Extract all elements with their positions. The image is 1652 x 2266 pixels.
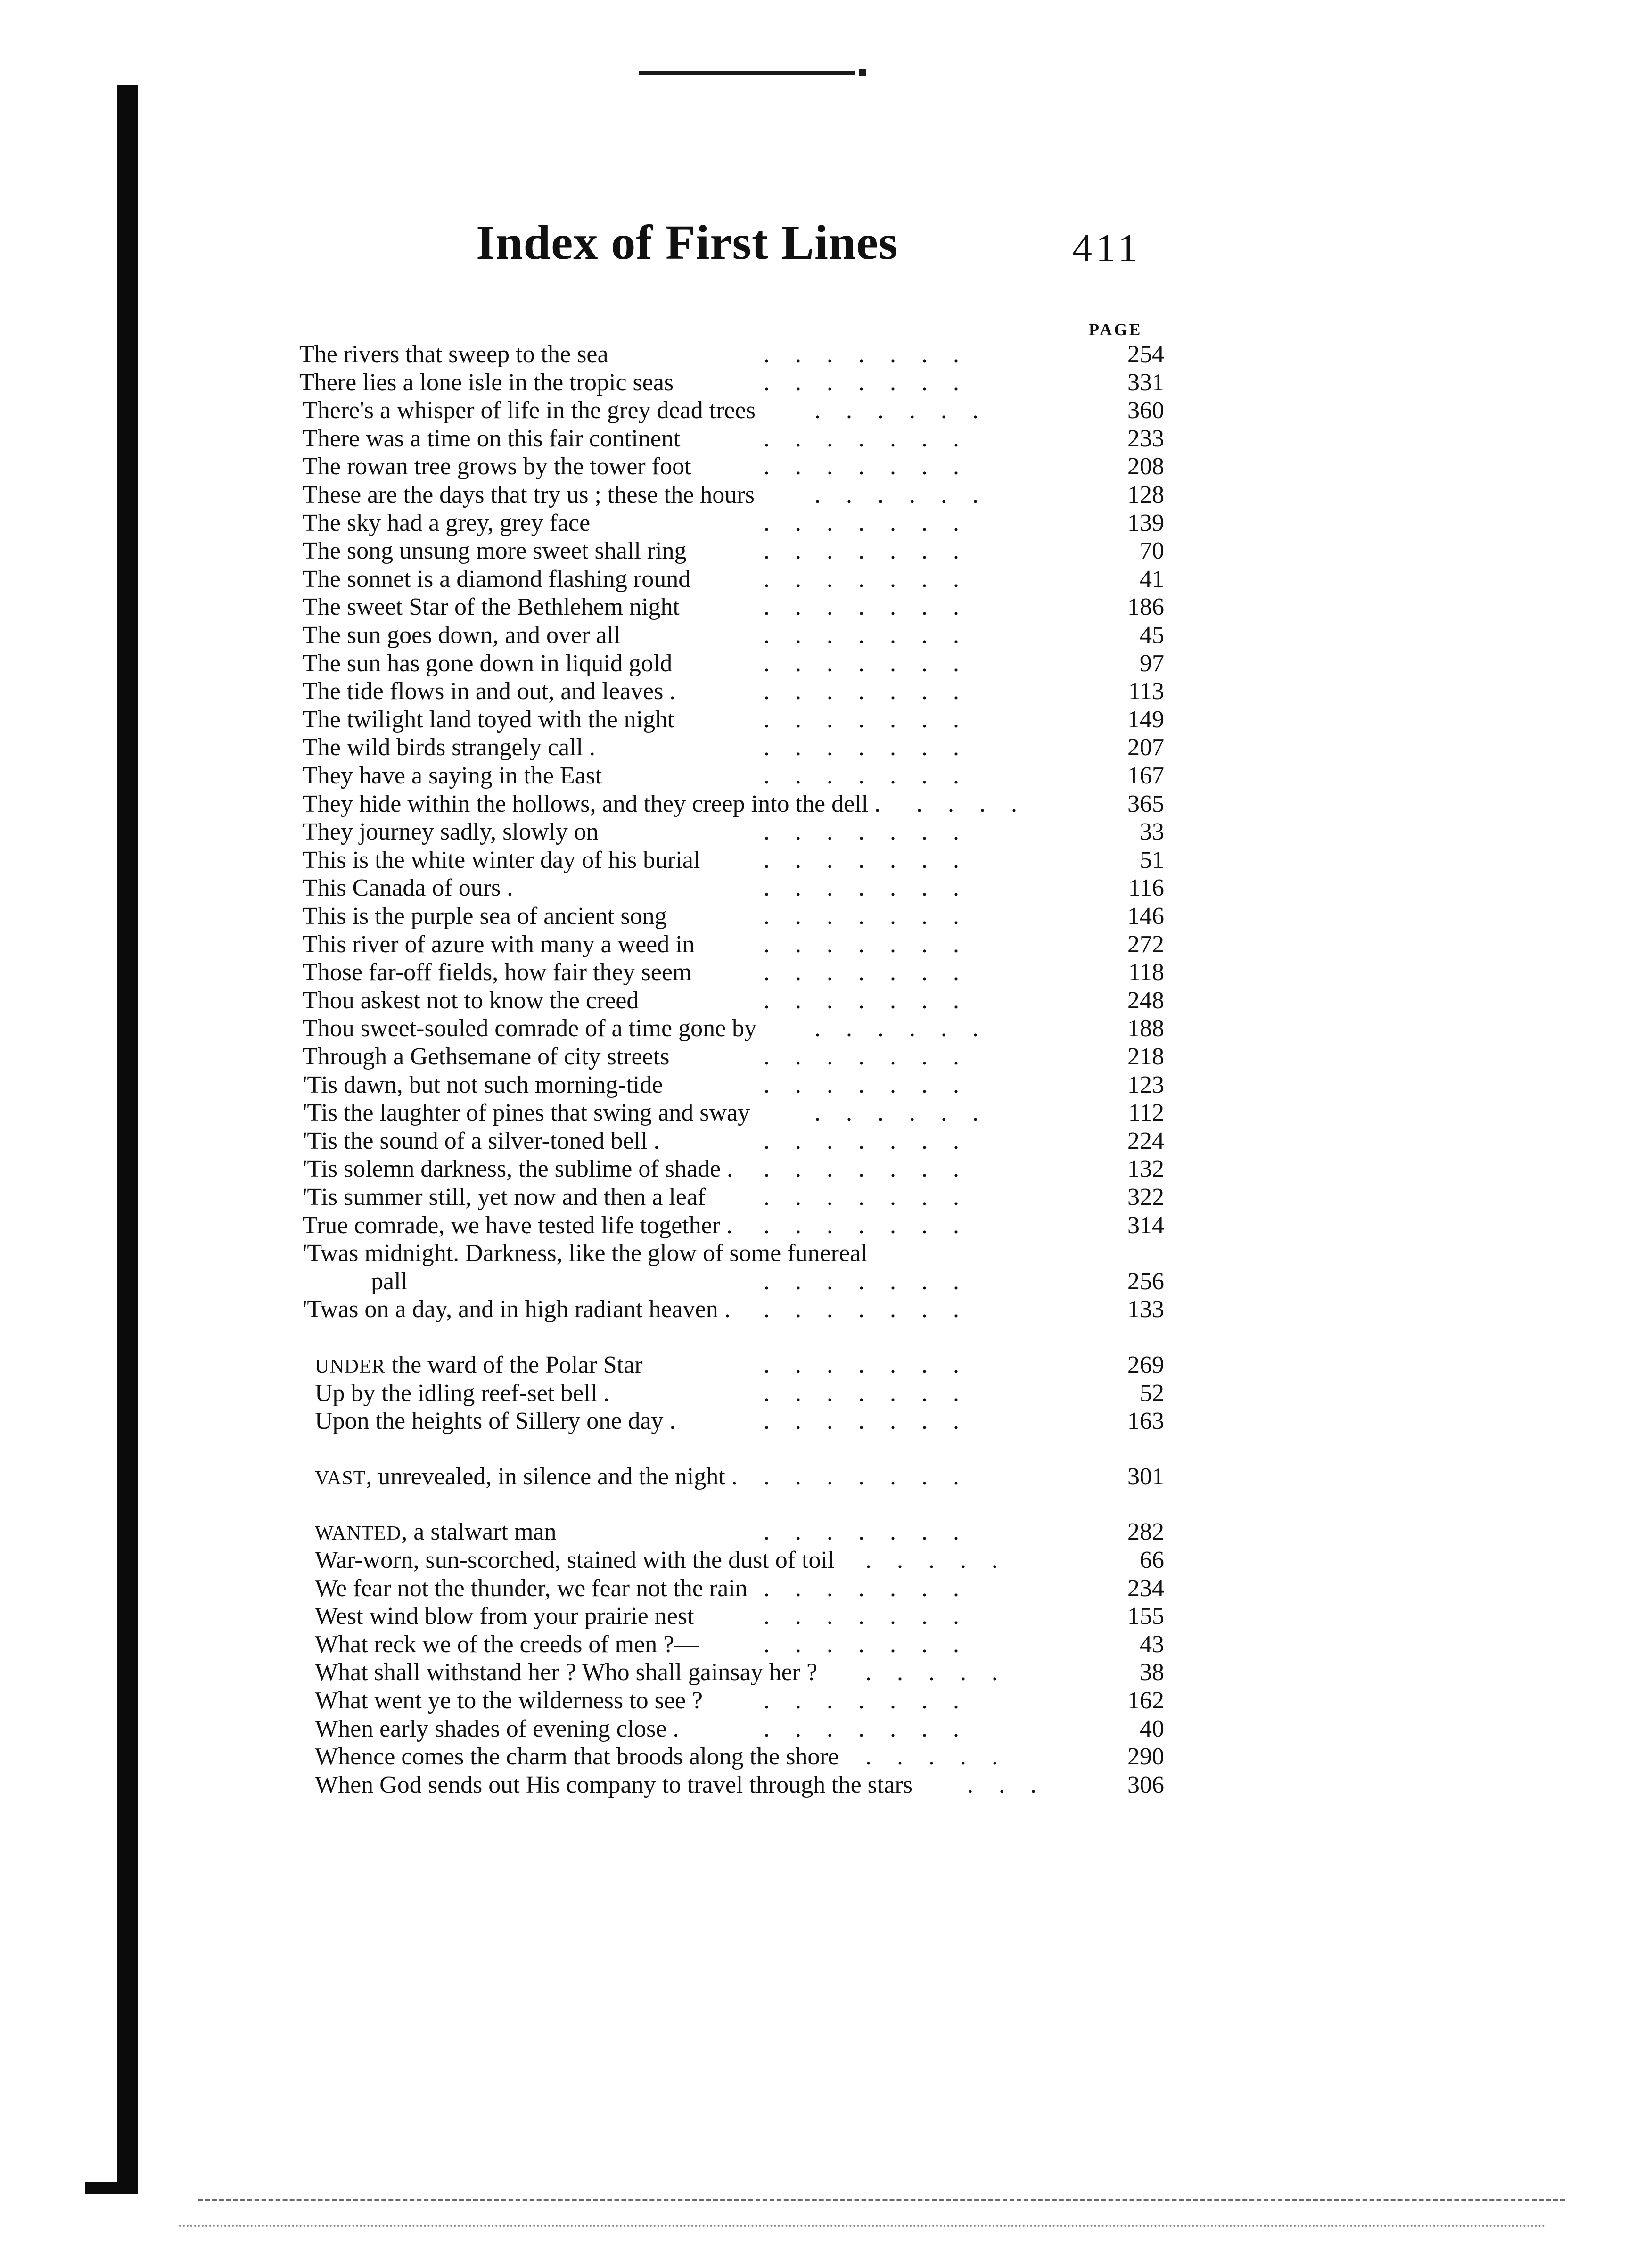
index-entry-page: 314	[1127, 1211, 1164, 1239]
dot-leader: .......	[764, 537, 985, 565]
index-entry-first-line	[315, 1631, 699, 1659]
index-entry-smallcaps: VAST	[315, 1467, 366, 1489]
index-entry-page: 254	[1127, 341, 1164, 368]
index-entry	[0, 1127, 1652, 1155]
index-entry-first-line	[315, 1407, 675, 1435]
index-entry-first-line	[303, 733, 595, 762]
index-entry-text: The twilight land toyed with the night	[303, 706, 674, 733]
index-entry-page: 207	[1127, 734, 1164, 761]
index-entry-text: They have a saying in the East	[303, 762, 602, 789]
dot-leader: .......	[764, 846, 985, 873]
dot-leader: .......	[764, 874, 985, 902]
dot-leader: .......	[764, 1155, 985, 1183]
index-entry-smallcaps: UNDER	[315, 1356, 386, 1377]
dot-leader: .......	[764, 1211, 985, 1239]
index-entry-text: This is the white winter day of his burial	[303, 846, 700, 873]
dot-leader: .......	[764, 509, 985, 536]
index-entry-first-line	[303, 874, 513, 902]
scan-mark-bottom	[198, 2199, 1565, 2201]
index-entry-text: 'Tis the sound of a silver-toned bell .	[303, 1127, 660, 1154]
dot-leader: ......	[814, 1099, 1004, 1127]
index-entry-page: 360	[1127, 397, 1164, 424]
index-entry	[0, 1518, 1652, 1546]
index-entry-first-line	[315, 1771, 912, 1799]
index-entry-first-line	[315, 1658, 817, 1687]
index-entry-page: 45	[1140, 622, 1164, 649]
index-entry	[0, 481, 1652, 509]
dot-leader: .......	[764, 593, 985, 621]
index-entry-first-line	[303, 565, 690, 593]
index-entry-first-line	[303, 537, 687, 565]
dot-leader: ......	[814, 397, 1004, 424]
index-entry	[0, 958, 1652, 987]
index-entry-page: 234	[1127, 1574, 1164, 1602]
dot-leader: .......	[764, 1408, 985, 1435]
index-entry-first-line	[299, 369, 674, 397]
index-entry-first-line	[303, 425, 680, 453]
index-entry-page: 116	[1128, 874, 1164, 902]
index-entry-first-line	[315, 1351, 643, 1381]
index-entry-continuation: pall	[371, 1268, 408, 1295]
index-entry-smallcaps: WANTED	[315, 1523, 402, 1545]
index-entry-page: 269	[1127, 1351, 1164, 1378]
index-entry-page: 218	[1127, 1043, 1164, 1070]
dot-leader: .......	[764, 903, 985, 930]
index-entry-page: 248	[1127, 987, 1164, 1014]
index-entry-page: 33	[1140, 818, 1164, 846]
index-entry-text: 'Twas midnight. Darkness, like the glow of some funereal	[303, 1240, 868, 1267]
index-entry-text: The song unsung more sweet shall ring	[303, 537, 687, 565]
index-entry-page: 155	[1127, 1603, 1164, 1630]
index-entry-page: 43	[1140, 1631, 1164, 1658]
index-entry-first-line	[303, 650, 672, 678]
index-entry-page: 208	[1127, 453, 1164, 480]
index-entry-text: War-worn, sun-scorched, stained with the dust of toil	[315, 1547, 835, 1574]
index-entry-page: 272	[1127, 931, 1164, 958]
index-entry-page: 128	[1127, 481, 1164, 508]
index-entry	[0, 1014, 1652, 1043]
index-entry	[0, 1379, 1652, 1408]
index-entry	[0, 537, 1652, 565]
page-column-heading: PAGE	[1089, 320, 1142, 339]
index-entry-text: What went ye to the wilderness to see ?	[315, 1687, 703, 1714]
index-entry-first-line	[303, 1211, 732, 1240]
index-entry-first-line	[303, 1014, 756, 1043]
index-entry-continuation-row	[0, 1268, 1652, 1296]
index-entry-text: Up by the idling reef-set bell .	[315, 1379, 610, 1407]
index-entry-page: 186	[1127, 593, 1164, 621]
dot-leader: .....	[865, 1743, 1023, 1771]
dot-leader: .......	[764, 650, 985, 677]
index-entry-first-line	[303, 1071, 663, 1099]
index-entry	[0, 902, 1652, 931]
index-entry-text: When God sends out His company to travel through the stars	[315, 1771, 912, 1798]
scan-mark-bottom-faint	[179, 2225, 1546, 2227]
index-entry-text: 'Tis dawn, but not such morning-tide	[303, 1071, 663, 1098]
dot-leader: .......	[764, 1127, 985, 1154]
index-entry-text: There's a whisper of life in the grey dead trees	[303, 397, 756, 424]
index-entry-first-line	[303, 818, 599, 846]
index-entry-first-line	[303, 1183, 706, 1211]
dot-leader: .......	[764, 565, 985, 593]
dot-leader: .......	[764, 987, 985, 1014]
index-entry-page: 41	[1140, 565, 1164, 593]
index-entry	[0, 1463, 1652, 1491]
index-entry-first-line	[303, 846, 700, 874]
index-entry-page: 123	[1127, 1071, 1164, 1098]
index-entry-first-line	[303, 902, 667, 931]
index-entry-text: They hide within the hollows, and they creep into the dell .	[303, 790, 881, 817]
index-entry-text: They journey sadly, slowly on	[303, 818, 599, 846]
index-entry-text: The sonnet is a diamond flashing round	[303, 565, 691, 593]
dot-leader: .......	[764, 1184, 985, 1211]
dot-leader: .......	[764, 425, 985, 452]
index-entry	[0, 706, 1652, 734]
index-entry-page: 118	[1128, 959, 1164, 986]
index-entry-page: 139	[1127, 509, 1164, 536]
index-entry-text: This Canada of ours .	[303, 874, 513, 902]
index-entry-first-line	[303, 1099, 750, 1127]
index-entry	[0, 369, 1652, 397]
index-entry-first-line	[299, 340, 608, 369]
index-entry-text: True comrade, we have tested life together .	[303, 1211, 733, 1239]
index-entry	[0, 818, 1652, 846]
index-entry-text: These are the days that try us ; these the hours	[303, 481, 755, 508]
index-entry	[0, 846, 1652, 874]
dot-leader: .......	[764, 369, 985, 396]
dot-leader: .......	[764, 1687, 985, 1714]
dot-leader: .......	[764, 1043, 985, 1070]
index-entry-text: Upon the heights of Sillery one day .	[315, 1408, 676, 1435]
index-entry-first-line	[315, 1602, 694, 1631]
index-entry-text: 'Twas on a day, and in high radiant heaven .	[303, 1296, 731, 1323]
index-entry-page: 133	[1127, 1296, 1164, 1323]
index-entry-text: There was a time on this fair continent	[303, 425, 681, 452]
index-entry-page: 331	[1127, 369, 1164, 396]
index-entry-page: 146	[1127, 903, 1164, 930]
index-entry-first-line	[315, 1687, 703, 1715]
index-entry-first-line	[315, 1743, 839, 1771]
index-entry	[0, 1351, 1652, 1379]
index-entry-text: The sun goes down, and over all	[303, 622, 621, 649]
index-entry	[0, 1183, 1652, 1211]
index-entry	[0, 1658, 1652, 1687]
index-entry-text: The tide flows in and out, and leaves .	[303, 678, 676, 705]
index-entry-page: 51	[1140, 846, 1164, 873]
index-entry-text: The wild birds strangely call .	[303, 734, 595, 761]
dot-leader: .......	[764, 1379, 985, 1407]
index-entry	[0, 1743, 1652, 1771]
index-entry	[0, 1574, 1652, 1603]
index-entry-first-line	[303, 1239, 868, 1268]
index-entry	[0, 1043, 1652, 1071]
dot-leader: .......	[764, 341, 985, 368]
scan-mark-dot	[859, 69, 866, 76]
index-entry-page: 112	[1128, 1099, 1164, 1127]
index-entry-text: 'Tis solemn darkness, the sublime of shade .	[303, 1155, 733, 1183]
index-entry-first-line	[303, 762, 602, 790]
dot-leader: .......	[764, 1574, 985, 1602]
dot-leader: ......	[814, 1015, 1004, 1042]
index-entry-page: 167	[1127, 762, 1164, 789]
index-entry-page: 149	[1127, 706, 1164, 733]
index-entry-page: 188	[1127, 1015, 1164, 1042]
index-entry-first-line	[315, 1379, 609, 1408]
index-entry	[0, 509, 1652, 537]
index-entry	[0, 425, 1652, 453]
index-entry-text: We fear not the thunder, we fear not the rain	[315, 1574, 748, 1602]
index-entry-page: 66	[1140, 1547, 1164, 1574]
index-entry	[0, 1071, 1652, 1099]
dot-leader: .......	[764, 1715, 985, 1742]
index-entry-first-line	[315, 1518, 557, 1548]
index-entry-first-line	[303, 706, 674, 734]
index-entry-page: 132	[1127, 1155, 1164, 1183]
index-entry	[0, 340, 1652, 369]
index-entry	[0, 874, 1652, 902]
index-entry-page: 97	[1140, 650, 1164, 677]
dot-leader: .......	[764, 1518, 985, 1546]
index-entry	[0, 733, 1652, 762]
index-entry-first-line	[303, 593, 680, 621]
dot-leader: .......	[764, 959, 985, 986]
page-title: Index of First Lines	[476, 215, 898, 270]
index-entry	[0, 1099, 1652, 1127]
dot-leader: .......	[764, 762, 985, 789]
index-entry	[0, 762, 1652, 790]
index-entry	[0, 1687, 1652, 1715]
dot-leader: .......	[764, 1351, 985, 1378]
index-entry	[0, 453, 1652, 481]
binding-shadow-foot	[85, 2182, 138, 2194]
index-entry-page: 70	[1140, 537, 1164, 565]
index-entry-text: 'Tis summer still, yet now and then a leaf	[303, 1184, 706, 1211]
index-entry-first-line	[315, 1715, 679, 1743]
index-entry-page: 40	[1140, 1715, 1164, 1742]
index-entry-first-line	[303, 1155, 733, 1183]
dot-leader: .......	[764, 1603, 985, 1630]
dot-leader: .......	[764, 1463, 985, 1490]
index-entry-first-line	[303, 790, 880, 818]
index-entry-first-line	[303, 987, 639, 1015]
dot-leader: .......	[764, 622, 985, 649]
index-entry	[0, 565, 1652, 593]
index-entry-first-line	[303, 1043, 669, 1071]
dot-leader: .......	[764, 1071, 985, 1098]
index-entry	[0, 1602, 1652, 1631]
index-entry	[0, 1155, 1652, 1183]
index-entry-text: Thou askest not to know the creed	[303, 987, 639, 1014]
index-entry-text: 'Tis the laughter of pines that swing and sway	[303, 1099, 750, 1127]
dot-leader: .......	[764, 1631, 985, 1658]
index-entry-first-line	[315, 1574, 748, 1603]
index-entry-first-line	[303, 396, 756, 425]
index-entry-text: The sun has gone down in liquid gold	[303, 650, 673, 677]
index-entry	[0, 1211, 1652, 1240]
index-entry-first-line	[303, 677, 675, 706]
index-entry-page: 282	[1127, 1518, 1164, 1546]
index-entry-page: 162	[1127, 1687, 1164, 1714]
dot-leader: .......	[764, 931, 985, 958]
index-entry-first-line	[303, 958, 691, 987]
index-entry-page: 301	[1127, 1463, 1164, 1490]
dot-leader: .......	[764, 818, 985, 846]
index-entry-text: Whence comes the charm that broods along the shore	[315, 1743, 839, 1771]
index-entry-first-line	[303, 621, 620, 650]
dot-leader: ....	[916, 790, 1043, 817]
index-entry-page: 38	[1140, 1659, 1164, 1686]
index-entry	[0, 1239, 1652, 1268]
index-entry-first-line	[303, 931, 695, 959]
index-entry-page: 233	[1127, 425, 1164, 452]
index-entry-page: 365	[1127, 790, 1164, 817]
index-entry-text: , a stalwart man	[401, 1518, 557, 1546]
dot-leader: .......	[764, 1268, 985, 1295]
index-entry	[0, 931, 1652, 959]
index-entry-page: 306	[1127, 1771, 1164, 1798]
index-entry	[0, 1771, 1652, 1799]
index-entry-first-line	[303, 1127, 659, 1155]
index-entry	[0, 1295, 1652, 1324]
index-entry-text: Those far-off fields, how fair they seem	[303, 959, 692, 986]
index-entry-text: the ward of the Polar Star	[385, 1351, 643, 1378]
index-entry-text: The rivers that sweep to the sea	[299, 341, 608, 368]
index-entry-first-line	[303, 453, 691, 481]
index-entry-text: There lies a lone isle in the tropic seas	[299, 369, 674, 396]
index-entry	[0, 396, 1652, 425]
index-entry-text: The rowan tree grows by the tower foot	[303, 453, 691, 480]
dot-leader: ......	[814, 481, 1004, 508]
index-entry-page: 256	[1127, 1268, 1164, 1295]
index-entry	[0, 1631, 1652, 1659]
index-entry-page: 322	[1127, 1184, 1164, 1211]
index-entry	[0, 1407, 1652, 1435]
index-entry-text: What shall withstand her ? Who shall gainsay her ?	[315, 1659, 818, 1686]
index-entry-text: What reck we of the creeds of men ?—	[315, 1631, 699, 1658]
dot-leader: ...	[967, 1771, 1062, 1798]
index-entry	[0, 987, 1652, 1015]
scan-mark-top	[639, 71, 855, 75]
index-entry	[0, 621, 1652, 650]
dot-leader: .......	[764, 706, 985, 733]
page-number: 411	[1072, 226, 1142, 270]
index-entry	[0, 593, 1652, 621]
index-entry-text: The sky had a grey, grey face	[303, 509, 591, 536]
index-entry-text: Thou sweet-souled comrade of a time gone by	[303, 1015, 757, 1042]
dot-leader: .....	[865, 1659, 1023, 1686]
dot-leader: .......	[764, 734, 985, 761]
index-entry	[0, 650, 1652, 678]
index-entry-text: Through a Gethsemane of city streets	[303, 1043, 670, 1070]
dot-leader: .......	[764, 678, 985, 705]
index-entry-text: The sweet Star of the Bethlehem night	[303, 593, 680, 621]
dot-leader: .....	[865, 1547, 1023, 1574]
index-entry-page: 290	[1127, 1743, 1164, 1771]
dot-leader: .......	[764, 1296, 985, 1323]
index-entry-text: This is the purple sea of ancient song	[303, 903, 667, 930]
index-entry-text: This river of azure with many a weed in	[303, 931, 695, 958]
index-entry-first-line	[315, 1546, 834, 1574]
index-entry	[0, 677, 1652, 706]
index-entry-page: 224	[1127, 1127, 1164, 1154]
index-entry	[0, 790, 1652, 818]
index-entry-page: 113	[1128, 678, 1164, 705]
index-entry-text: , unrevealed, in silence and the night .	[366, 1463, 738, 1490]
index-entry-first-line	[303, 481, 755, 509]
dot-leader: .......	[764, 453, 985, 480]
index-entry-first-line	[303, 1295, 731, 1324]
index-entry-text: West wind blow from your prairie nest	[315, 1603, 694, 1630]
index-entry	[0, 1715, 1652, 1743]
index-entry-page: 52	[1140, 1379, 1164, 1407]
index-entry-first-line	[303, 509, 590, 537]
index-entry-first-line	[315, 1463, 738, 1492]
index-entry	[0, 1546, 1652, 1574]
index-entry-text: When early shades of evening close .	[315, 1715, 679, 1742]
index-entry-page: 163	[1127, 1408, 1164, 1435]
